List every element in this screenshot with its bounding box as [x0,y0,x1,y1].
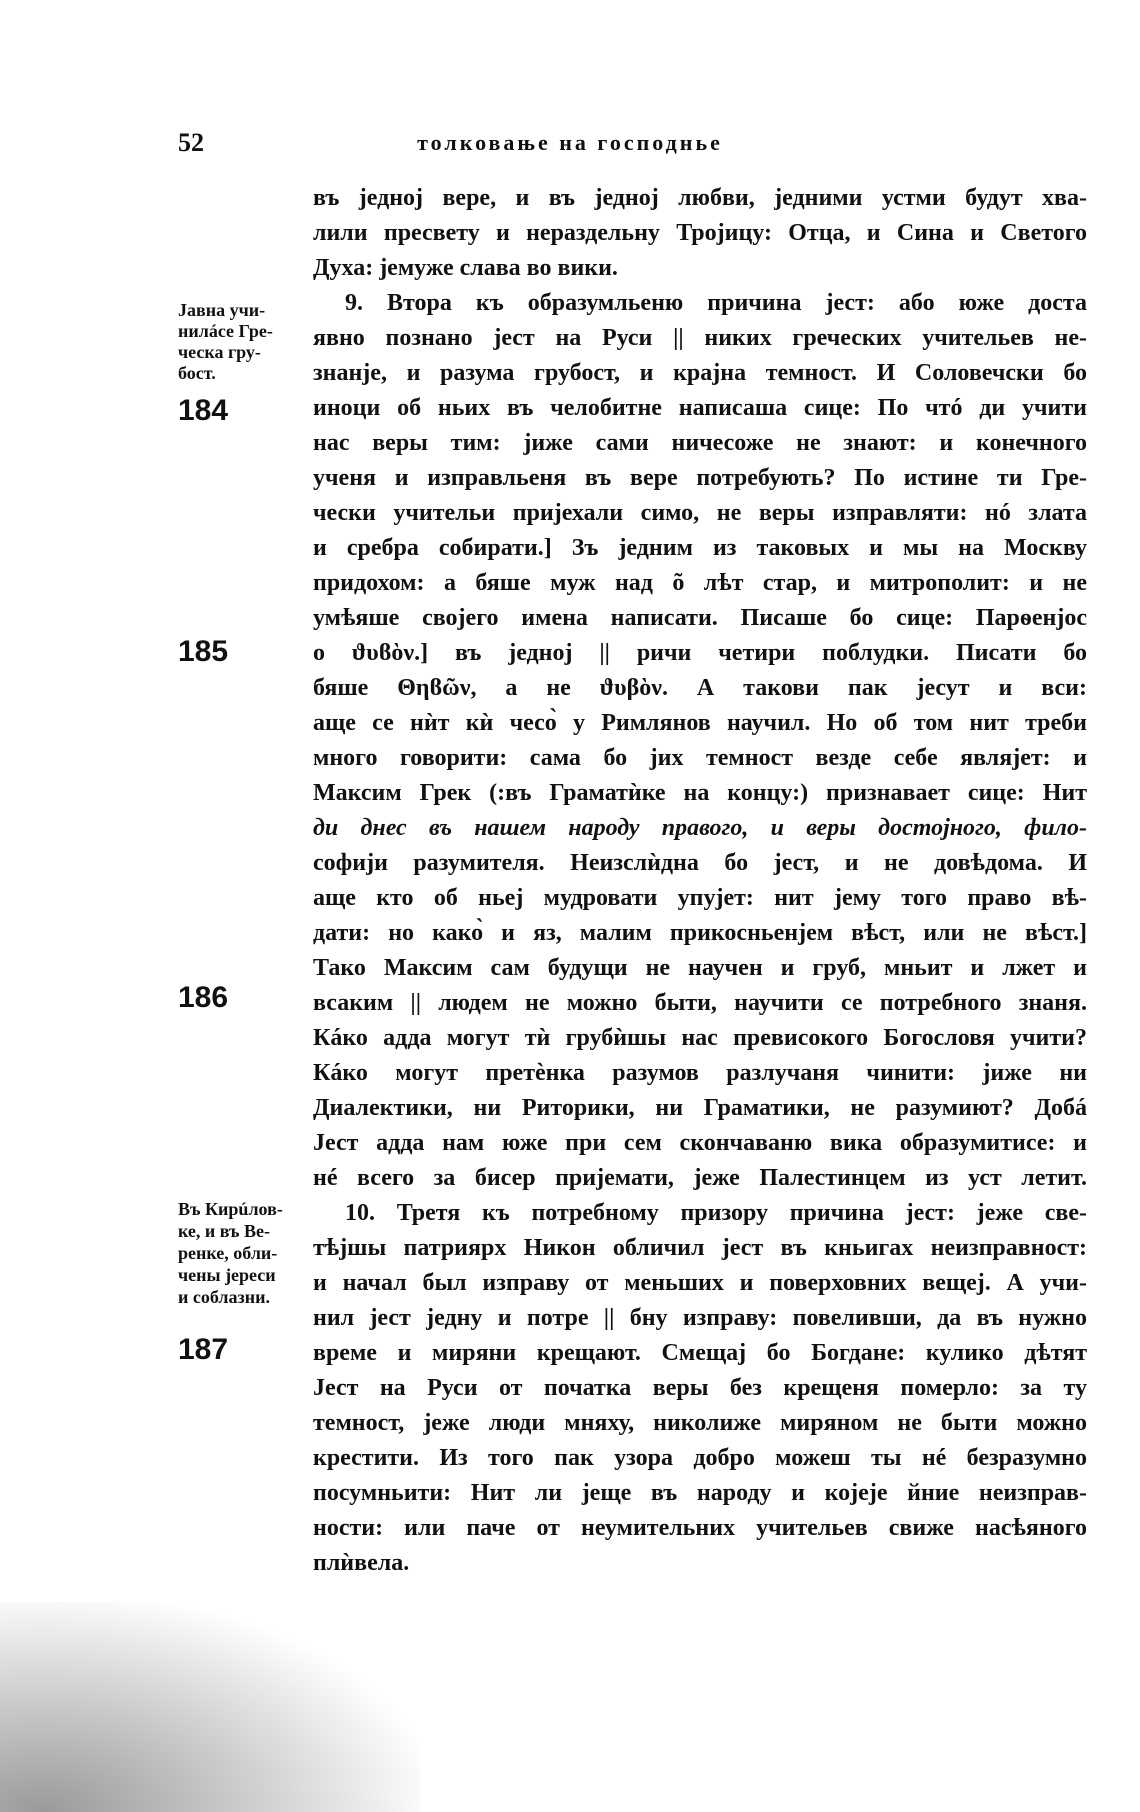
margin-note-line: ческа гру- [178,342,261,362]
text-line: чески учительи пријехали симо, не веры изправляти: нó злата [313,500,1087,526]
text-line: нас веры тим: јиже сами ничесоже не знают: и конечного [313,430,1087,456]
margin-number-186: 186 [178,981,229,1014]
margin-note-line: Въ Кирúлов- [178,1199,283,1219]
text-line: ученя и изправльеня въ вере потребують? По истине ти Гре- [313,465,1087,491]
text-line: ο ϑυϐὸν.] въ једној || ричи четири поблудки. Писати бо [313,640,1087,666]
margin-note-line: ке, и въ Ве- [178,1221,271,1241]
text-line: нил јест једну и потре || бну изправу: повеливши, да въ нужно [313,1305,1087,1331]
text-line: темност, јеже люди мняху, николиже миряном не быти можно [313,1410,1087,1436]
text-line: бяше Θηϐῶν, а не ϑυβὸν. А такови пак јесут и вси: [313,675,1087,701]
text-line: аще се нѝт кѝ чесо̀ у Римлянов научил. Но об том нит треби [313,710,1087,736]
text-line: 9. Втора къ образумльеню причина јест: або юже доста [345,290,1087,316]
text-line: Максим Грек (:въ Граматѝке на концу:) признавает сице: Нит [313,780,1087,806]
text-line: Јест на Руси от початка веры без крещеня померло: за ту [313,1375,1087,1401]
text-line: и сребра собирати.] Зъ једним из таковых и мы на Москву [313,535,1087,561]
text-line: Кáко адда могут тѝ грубѝшы нас превисокого Богословя учити? [313,1025,1087,1051]
margin-number-185: 185 [178,635,229,668]
text-line: ности: или паче от неумительних учительев свиже насѣяного [313,1515,1087,1541]
text-line: явно познано јест на Руси || никих греческих учительев не- [313,325,1087,351]
margin-note-line: чены јереси [178,1265,276,1285]
margin-note-line: Јавна учи- [178,300,266,320]
text-line: Тако Максим сам будущи не научен и груб, мньит и лжет и [313,955,1087,981]
text-line: дати: но како̀ и яз, малим прикосньенјем вѣст, или не вѣст.] [313,920,1087,946]
margin-note-line: нилáсе Гре- [178,321,273,341]
page-number: 52 [178,128,204,157]
running-head: толковање на господнье [417,130,723,155]
scan-shadow [0,1602,420,1812]
text-line: Диалектики, ни Риторики, ни Граматики, не разумиют? Добá [313,1095,1087,1121]
text-line: ди днес въ нашем народу правого, и веры достојного, фило- [313,815,1087,841]
text-line: нé всего за бисер пријемати, јеже Палестинцем из уст летит. [313,1165,1087,1191]
margin-number-187: 187 [178,1333,229,1366]
text-line: Духа: јемуже слава во вики. [313,255,618,281]
text-line: лили пресвету и нераздельну Тројицу: Отца, и Сина и Светого [313,220,1087,246]
text-line: умѣяше својего имена написати. Писаше бо сице: Парѳенјос [313,605,1087,631]
margin-note-line: бост. [178,363,216,383]
text-line: тѣјшы патриярх Никон обличил јест въ кньигах неизправност: [313,1235,1087,1261]
text-line: плѝвела. [313,1550,410,1576]
text-line: време и миряни крещают. Смещај бо Богдане: кулико дѣтят [313,1340,1087,1366]
text-line: крестити. Из того пак узора добро можеш ты нé безразумно [313,1445,1087,1471]
text-line: знанје, и разума грубост, и крајна темност. И Соловечски бо [313,360,1087,386]
margin-number-184: 184 [178,394,229,427]
margin-note-line: ренке, обли- [178,1243,278,1263]
text-line: иноци об ньих въ челобитне написаша сице: По чтó ди учити [313,395,1087,421]
text-line: посумньити: Нит ли јеще въ народу и којеје йние неизправ- [313,1480,1087,1506]
text-line: аще кто об ньеј мудровати упујет: нит јему того право вѣ- [313,885,1087,911]
margin-note-line: и соблазни. [178,1287,270,1307]
text-line: придохом: а бяше муж над õ лѣт стар, и митрополит: и не [313,570,1087,596]
text-line: Јест адда нам юже при сем скончаваню вика образумитисе: и [313,1130,1087,1156]
text-line: всаким || людем не можно быти, научити се потребного знаня. [313,990,1087,1016]
text-line: и начал был изправу от меньших и поверховних вещеј. А учи- [313,1270,1087,1296]
text-line: въ једној вере, и въ једној любви, једними устми будут хва- [313,185,1087,211]
text-line: много говорити: сама бо јих темност везде себе являјет: и [313,745,1087,771]
text-line: софији разумителя. Неизслѝдна бо јест, и не довѣдома. И [313,850,1087,876]
text-line: Кáко могут претѐнка разумов разлучаня чинити: јиже ни [313,1060,1087,1086]
text-line: 10. Третя къ потребному призору причина јест: јеже све- [345,1200,1087,1226]
